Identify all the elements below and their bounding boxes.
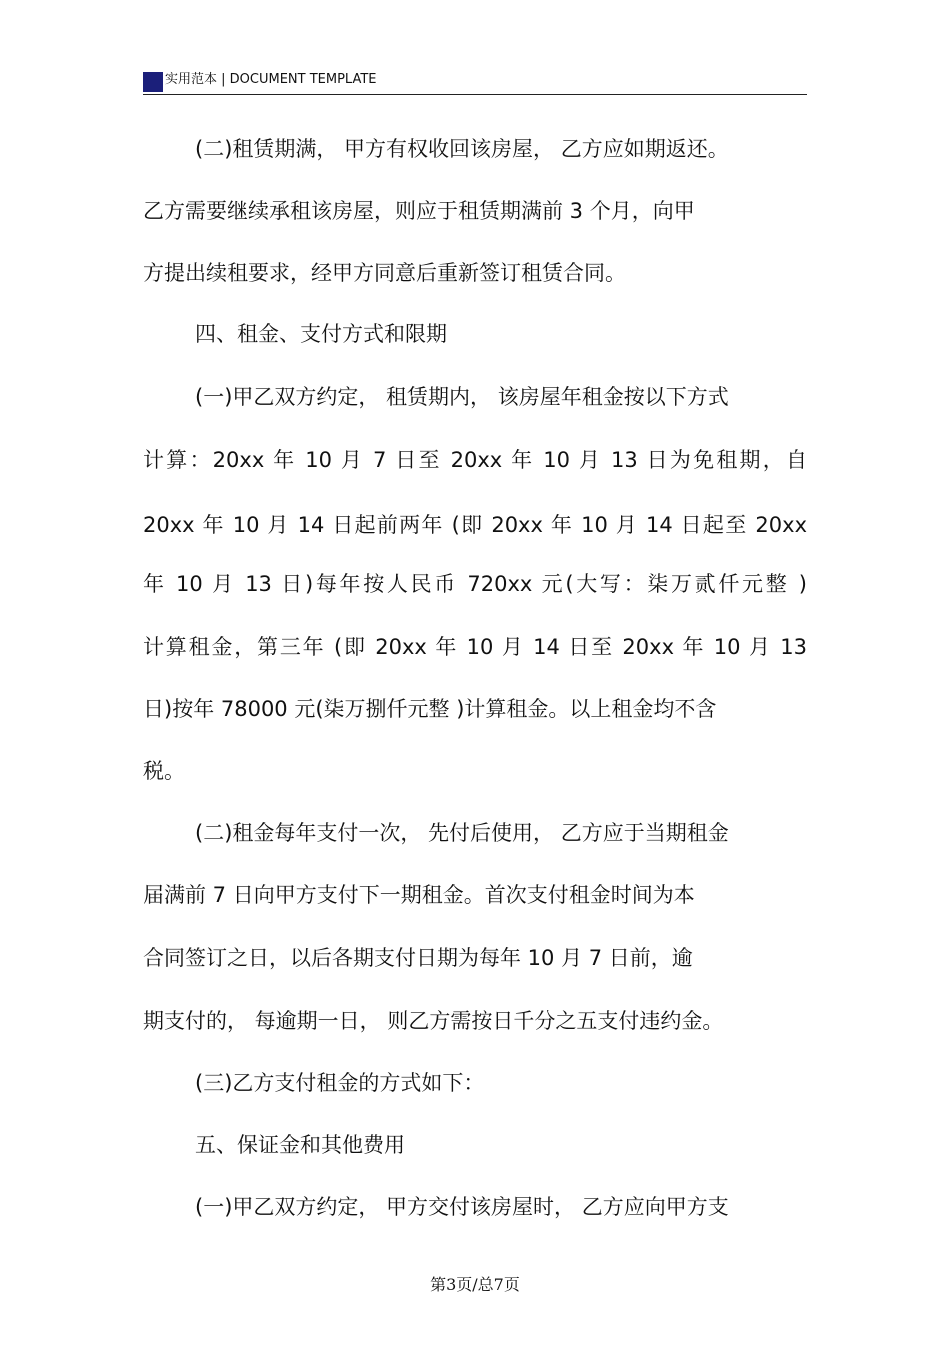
text-line: 期支付的， 每逾期一日， 则乙方需按日千分之五支付违约金。 <box>143 1009 724 1033</box>
text-line: 计算：20xx 年 10 月 7 日至 20xx 年 10 月 13 日为免租期，自 <box>143 448 807 472</box>
text-line: 合同签订之日，以后各期支付日期为每年 10 月 7 日前，逾 <box>143 946 693 970</box>
section-heading: 四、租金、支付方式和限期 <box>195 322 447 346</box>
header-title: 实用范本 | DOCUMENT TEMPLATE <box>165 72 377 87</box>
text-line: 年 10 月 13 日)每年按人民币 720xx 元(大写：柒万贰仟元整 ) <box>143 572 807 596</box>
page-number: 第3页/总7页 <box>430 1275 520 1294</box>
text-line: (三)乙方支付租金的方式如下： <box>195 1071 485 1095</box>
text-line: (一)甲乙双方约定， 甲方交付该房屋时， 乙方应向甲方支 <box>195 1195 729 1219</box>
text-line: 20xx 年 10 月 14 日起前两年 (即 20xx 年 10 月 14 日起至 20xx <box>143 513 807 537</box>
text-line: (二)租金每年支付一次， 先付后使用， 乙方应于当期租金 <box>195 821 729 845</box>
text-line: 日)按年 78000 元(柒万捌仟元整 )计算租金。以上租金均不含 <box>143 697 717 721</box>
text-line: 计算租金，第三年 (即 20xx 年 10 月 14 日至 20xx 年 10 月 13 <box>143 635 807 659</box>
text-line: 税。 <box>143 759 185 783</box>
text-line: (二)租赁期满， 甲方有权收回该房屋， 乙方应如期返还。 <box>195 137 729 161</box>
document-header <box>143 68 807 95</box>
logo-square-icon <box>143 72 163 92</box>
text-line: 方提出续租要求，经甲方同意后重新签订租赁合同。 <box>143 261 626 285</box>
text-line: 届满前 7 日向甲方支付下一期租金。首次支付租金时间为本 <box>143 883 695 907</box>
section-heading: 五、保证金和其他费用 <box>195 1133 405 1157</box>
text-line: (一)甲乙双方约定， 租赁期内， 该房屋年租金按以下方式 <box>195 385 729 409</box>
text-line: 乙方需要继续承租该房屋，则应于租赁期满前 3 个月，向甲 <box>143 199 695 223</box>
